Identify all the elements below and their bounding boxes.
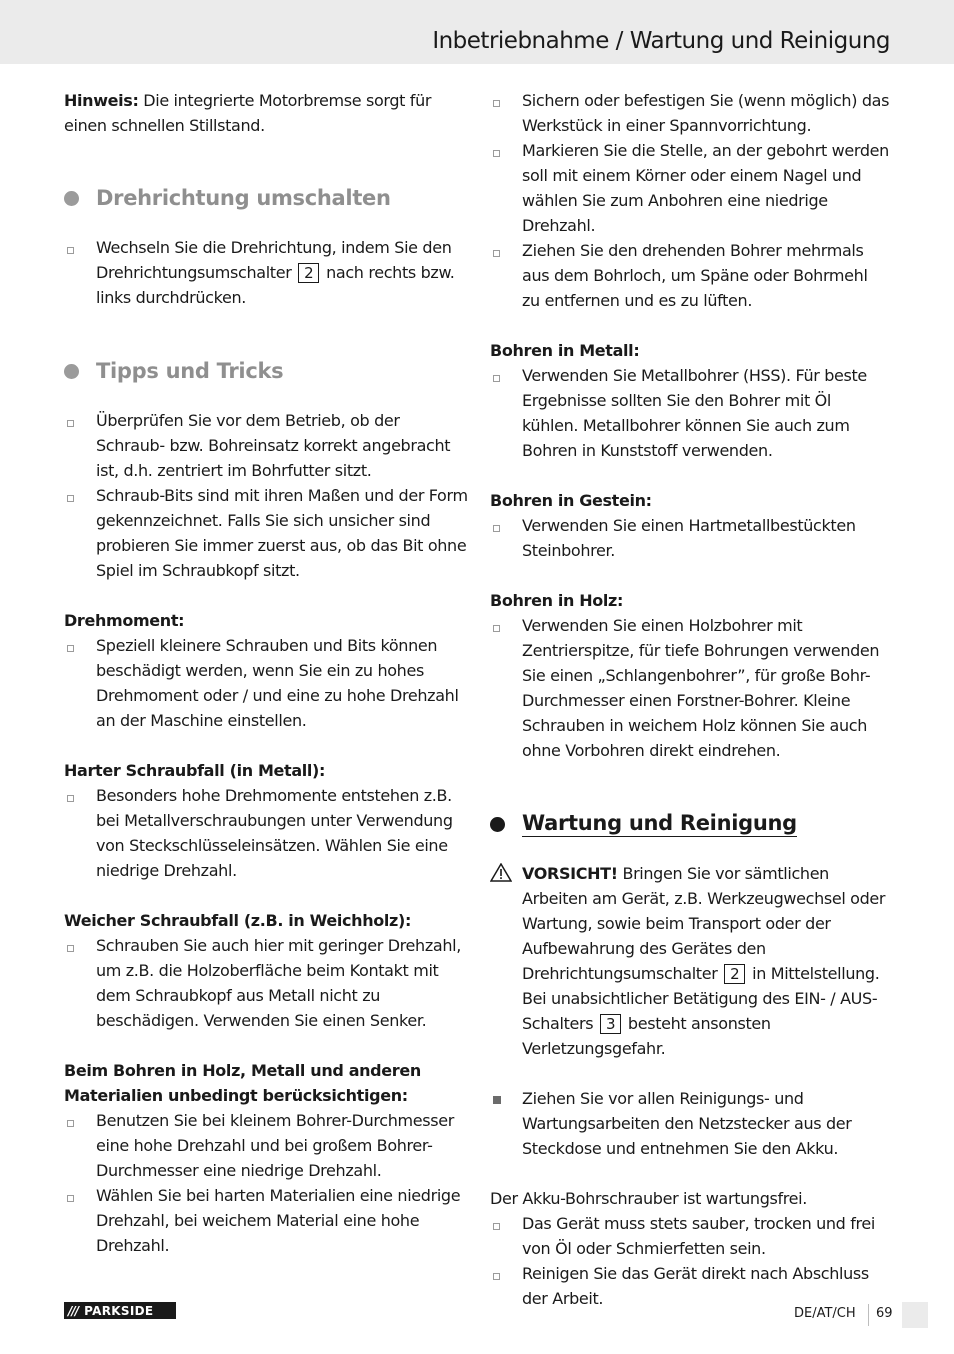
- drehrichtung-text-b: nach rechts bzw. links durchdrücken.: [96, 263, 455, 307]
- weicher-text: Schrauben Sie auch hier mit geringer Drehzahl, um z.B. die Holzoberfläche beim Kontakt mit dem Schraubkopf aus Metall nicht zu beschädigen. Verwenden Sie einen Senker.: [96, 936, 461, 1030]
- vorsicht-text-c: besteht ansonsten Verletzungsgefahr.: [522, 1014, 771, 1058]
- left-column: [64, 88, 468, 1258]
- checkbox-bullet-icon: [493, 1223, 500, 1230]
- list-item: [64, 235, 468, 310]
- checkbox-bullet-icon: [493, 1273, 500, 1280]
- checkbox-bullet-icon: [67, 645, 74, 652]
- warning-note: [490, 861, 890, 1061]
- brand-name: PARKSIDE: [84, 1303, 154, 1318]
- beim-label: Beim Bohren in Holz, Metall und anderen Materialien unbedingt berücksichtigen:: [64, 1061, 421, 1105]
- metall-label: Bohren in Metall:: [490, 341, 640, 360]
- list-item: [490, 1261, 890, 1311]
- gestein-text: Verwenden Sie einen Hartmetallbestückten Steinbohrer.: [522, 516, 856, 560]
- list-item: [490, 138, 890, 238]
- checkbox-bullet-icon: [493, 625, 500, 632]
- top-item-text: Ziehen Sie den drehenden Bohrer mehrmals aus dem Bohrloch, um Späne oder Bohrmehl zu entfernen und es zu lüften.: [522, 241, 868, 310]
- footer-language: DE/AT/CH: [794, 1306, 856, 1321]
- list-item: [490, 613, 890, 763]
- wartung-heading: Wartung und Reinigung: [522, 811, 797, 835]
- hinweis-note: [64, 88, 468, 138]
- list-item: [64, 1183, 468, 1258]
- drehmoment-text: Speziell kleinere Schrauben und Bits können beschädigt werden, wenn Sie ein zu hohes Drehmoment oder / und eine zu hohe Drehzahl an der Maschine einstellen.: [96, 636, 459, 730]
- footer-divider: [868, 1304, 869, 1326]
- page-number: 69: [876, 1306, 893, 1321]
- tipps-item-text: Überprüfen Sie vor dem Betrieb, ob der Schraub- bzw. Bohreinsatz korrekt angebracht ist, d.h. zentriert im Bohrfutter sitzt.: [96, 411, 451, 480]
- page-title: Inbetriebnahme / Wartung und Reinigung: [432, 28, 890, 54]
- checkbox-bullet-icon: [493, 100, 500, 107]
- tipps-heading: Tipps und Tricks: [96, 359, 284, 383]
- checkbox-bullet-icon: [67, 247, 74, 254]
- beim-item-text: Benutzen Sie bei kleinem Bohrer-Durchmesser eine hohe Drehzahl und bei großem Bohrer-Durchmesser eine niedrige Drehzahl.: [96, 1111, 454, 1180]
- list-item: [64, 483, 468, 583]
- logo-stripes-icon: ///: [68, 1303, 79, 1318]
- holz-label: Bohren in Holz:: [490, 591, 624, 610]
- list-item: [64, 933, 468, 1033]
- list-item: [490, 88, 890, 138]
- part-ref: 2: [724, 964, 745, 984]
- vorsicht-text-b: in Mittelstellung. Bei unabsichtlicher Betätigung des EIN- / AUS-Schalters: [522, 964, 880, 1033]
- hinweis-label: Hinweis:: [64, 91, 139, 110]
- holz-text: Verwenden Sie einen Holzbohrer mit Zentrierspitze, für tiefe Bohrungen verwenden Sie einen „Schlangenbohrer”, für große Bohr-Durchmesser einen Forstner-Bohrer. Kleine Schrauben in weichem Holz können Sie auch ohne Vorbohren direkt eindrehen.: [522, 616, 880, 760]
- checkbox-bullet-icon: [67, 1120, 74, 1127]
- right-column: [490, 88, 890, 1311]
- harter-text: Besonders hohe Drehmomente entstehen z.B. bei Metallverschraubungen unter Verwendung von Steckschlüsseleinsätzen. Wählen Sie eine niedrige Drehzahl.: [96, 786, 453, 880]
- checkbox-bullet-icon: [493, 150, 500, 157]
- list-item: [64, 1108, 468, 1183]
- checkbox-bullet-icon: [67, 1195, 74, 1202]
- harter-label: Harter Schraubfall (in Metall):: [64, 761, 326, 780]
- metall-text: Verwenden Sie Metallbohrer (HSS). Für beste Ergebnisse sollten Sie den Bohrer mit Öl kühlen. Metallbohrer können Sie auch zum Bohren in Kunststoff verwenden.: [522, 366, 867, 460]
- list-item: [64, 633, 468, 733]
- warning-triangle-icon: [490, 863, 512, 882]
- end-item-text: Das Gerät muss stets sauber, trocken und frei von Öl oder Schmierfetten sein.: [522, 1214, 875, 1258]
- checkbox-bullet-icon: [67, 420, 74, 427]
- part-ref: 2: [298, 263, 319, 283]
- list-item: [64, 408, 468, 483]
- vorsicht-text-a: Bringen Sie vor sämtlichen Arbeiten am Gerät, z.B. Werkzeugwechsel oder Wartung, sowie beim Transport oder der Aufbewahrung des Gerätes den Drehrichtungsumschalter: [522, 864, 886, 983]
- beim-item-text: Wählen Sie bei harten Materialien eine niedrige Drehzahl, bei weichem Material eine hohe Drehzahl.: [96, 1186, 461, 1255]
- akku-text: Ziehen Sie vor allen Reinigungs- und Wartungsarbeiten den Netzstecker aus der Steckdose und entnehmen Sie den Akku.: [522, 1089, 852, 1158]
- list-item: [490, 363, 890, 463]
- checkbox-bullet-icon: [67, 945, 74, 952]
- list-item: [490, 1211, 890, 1261]
- drehrichtung-text-a: Wechseln Sie die Drehrichtung, indem Sie den Drehrichtungsumschalter: [96, 238, 452, 282]
- drehrichtung-heading: Drehrichtung umschalten: [96, 186, 391, 210]
- drehmoment-label: Drehmoment:: [64, 611, 185, 630]
- section-bullet-icon: [64, 191, 79, 206]
- tipps-heading-row: [64, 356, 468, 386]
- filled-bullet-icon: [493, 1096, 501, 1104]
- section-bullet-icon: [64, 364, 79, 379]
- tipps-item-text: Schraub-Bits sind mit ihren Maßen und der Form gekennzeichnet. Falls Sie sich unsicher sind probieren Sie immer zuerst aus, ob das Bit ohne Spiel im Schraubkopf sitzt.: [96, 486, 468, 580]
- top-item-text: Markieren Sie die Stelle, an der gebohrt werden soll mit einem Körner oder einem Nagel und wählen Sie zum Anbohren eine niedrige Drehzahl.: [522, 141, 889, 235]
- gestein-label: Bohren in Gestein:: [490, 491, 652, 510]
- list-item: [64, 783, 468, 883]
- vorsicht-label: VORSICHT!: [522, 864, 618, 883]
- list-item: [490, 513, 890, 563]
- list-item: [490, 238, 890, 313]
- checkbox-bullet-icon: [67, 795, 74, 802]
- end-item-text: Reinigen Sie das Gerät direkt nach Abschluss der Arbeit.: [522, 1264, 869, 1308]
- weicher-label: Weicher Schraubfall (z.B. in Weichholz):: [64, 911, 412, 930]
- parkside-logo: [64, 1302, 176, 1319]
- wartungsfrei-text: Der Akku-Bohrschrauber ist wartungsfrei.: [490, 1189, 807, 1208]
- part-ref: 3: [600, 1014, 621, 1034]
- checkbox-bullet-icon: [493, 525, 500, 532]
- top-item-text: Sichern oder befestigen Sie (wenn möglich) das Werkstück in einer Spannvorrichtung.: [522, 91, 890, 135]
- footer-tab: [902, 1302, 928, 1328]
- wartung-heading-row: [490, 809, 890, 839]
- list-item: [490, 1086, 890, 1161]
- checkbox-bullet-icon: [493, 375, 500, 382]
- hinweis-text: Die integrierte Motorbremse sorgt für einen schnellen Stillstand.: [64, 91, 432, 135]
- checkbox-bullet-icon: [493, 250, 500, 257]
- drehrichtung-heading-row: [64, 183, 468, 213]
- section-bullet-icon: [490, 817, 505, 832]
- checkbox-bullet-icon: [67, 495, 74, 502]
